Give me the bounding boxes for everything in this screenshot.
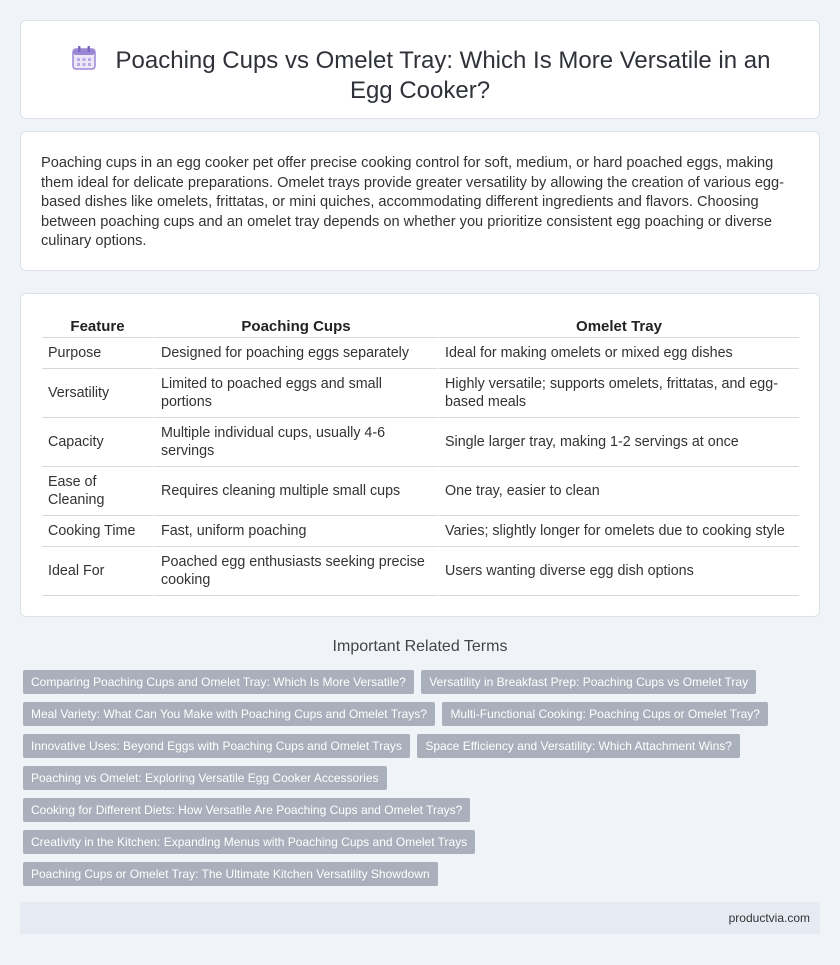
related-terms-heading: Important Related Terms — [332, 638, 508, 655]
feature-cell: Ease of Cleaning — [42, 467, 153, 516]
table-row — [42, 338, 799, 369]
calendar-icon — [70, 44, 98, 72]
omelet-tray-cell: Single larger tray, making 1-2 servings at once — [437, 418, 799, 467]
table-row — [42, 516, 799, 547]
related-term-tag[interactable]: Meal Variety: What Can You Make with Poaching Cups and Omelet Trays? — [23, 702, 435, 726]
omelet-tray-cell: Users wanting diverse egg dish options — [437, 547, 799, 596]
poaching-cups-cell: Poached egg enthusiasts seeking precise cooking — [153, 547, 437, 596]
poaching-cups-cell: Limited to poached eggs and small portions — [153, 369, 437, 418]
related-term-tag[interactable]: Cooking for Different Diets: How Versatile Are Poaching Cups and Omelet Trays? — [23, 798, 470, 822]
header-card — [20, 20, 820, 119]
related-term-tag[interactable]: Innovative Uses: Beyond Eggs with Poaching Cups and Omelet Trays — [23, 734, 410, 758]
feature-cell: Capacity — [42, 418, 153, 467]
header-feature: Feature — [42, 315, 153, 338]
poaching-cups-cell: Fast, uniform poaching — [153, 516, 437, 547]
footer-brand[interactable]: productvia.com — [728, 911, 810, 925]
poaching-cups-cell: Requires cleaning multiple small cups — [153, 467, 437, 516]
footer-bar — [20, 902, 820, 934]
related-term-tag[interactable]: Poaching vs Omelet: Exploring Versatile Egg Cooker Accessories — [23, 766, 387, 790]
summary-card — [20, 131, 820, 271]
header-poaching-cups: Poaching Cups — [153, 315, 437, 338]
feature-cell: Purpose — [42, 338, 153, 369]
omelet-tray-cell: Varies; slightly longer for omelets due to cooking style — [437, 516, 799, 547]
omelet-tray-cell: Highly versatile; supports omelets, frittatas, and egg-based meals — [437, 369, 799, 418]
page-title: Poaching Cups vs Omelet Tray: Which Is More Versatile in an Egg Cooker? — [115, 47, 771, 104]
related-term-tag[interactable]: Space Efficiency and Versatility: Which Attachment Wins? — [417, 734, 740, 758]
related-term-tag[interactable]: Comparing Poaching Cups and Omelet Tray: Which Is More Versatile? — [23, 670, 414, 694]
poaching-cups-cell: Multiple individual cups, usually 4-6 servings — [153, 418, 437, 467]
feature-cell: Versatility — [42, 369, 153, 418]
comparison-card — [20, 293, 820, 617]
omelet-tray-cell: One tray, easier to clean — [437, 467, 799, 516]
feature-cell: Ideal For — [42, 547, 153, 596]
related-term-tag[interactable]: Poaching Cups or Omelet Tray: The Ultimate Kitchen Versatility Showdown — [23, 862, 438, 886]
summary-text: Poaching cups in an egg cooker pet offer precise cooking control for soft, medium, or hard poached eggs, making them ideal for delicate preparations. Omelet trays provide greater versatility by allowing the creation of various egg-based dishes like omelets, frittatas, or mini quiches, accommodating different ingredients and flavors. Choosing between poaching cups and an omelet tray depends on whether you prioritize consistent egg poaching or diverse culinary options. — [41, 155, 785, 250]
related-term-tag[interactable]: Creativity in the Kitchen: Expanding Menus with Poaching Cups and Omelet Trays — [23, 830, 475, 854]
table-row — [42, 418, 799, 467]
related-term-tag[interactable]: Multi-Functional Cooking: Poaching Cups or Omelet Tray? — [442, 702, 767, 726]
feature-cell: Cooking Time — [42, 516, 153, 547]
table-row — [42, 547, 799, 596]
related-term-tag[interactable]: Versatility in Breakfast Prep: Poaching Cups vs Omelet Tray — [421, 670, 756, 694]
page-title-wrap — [51, 44, 789, 106]
header-omelet-tray: Omelet Tray — [437, 315, 799, 338]
table-row — [42, 369, 799, 418]
related-terms-list — [23, 670, 823, 894]
comparison-table — [42, 315, 799, 596]
table-header-row — [42, 315, 799, 338]
omelet-tray-cell: Ideal for making omelets or mixed egg dishes — [437, 338, 799, 369]
poaching-cups-cell: Designed for poaching eggs separately — [153, 338, 437, 369]
table-row — [42, 467, 799, 516]
